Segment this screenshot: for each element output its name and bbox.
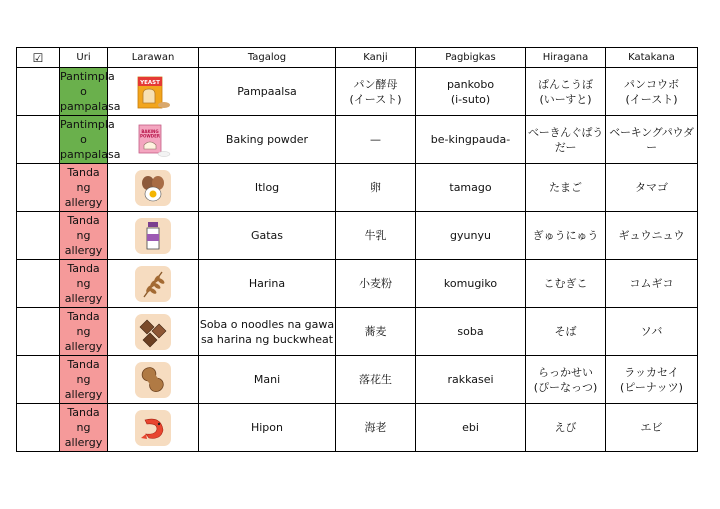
katakana-cell: コムギコ [606, 260, 698, 308]
pagbigkas-cell: ebi [416, 404, 526, 452]
katakana-cell: ギュウニュウ [606, 212, 698, 260]
shrimp-icon [135, 410, 171, 446]
kanji-cell: 海老 [336, 404, 416, 452]
pagbigkas-cell: pankobo (i-suto) [416, 68, 526, 116]
table-row [17, 308, 698, 356]
kanji-cell: 落花生 [336, 356, 416, 404]
table-row [17, 68, 698, 116]
yeast-package-icon [135, 74, 171, 110]
katakana-cell: ソバ [606, 308, 698, 356]
header-check [17, 48, 60, 68]
tagalog-cell: Mani [199, 356, 336, 404]
baking-powder-box-icon [135, 122, 171, 158]
kanji-cell: 卵 [336, 164, 416, 212]
header-pagbigkas: Pagbigkas [416, 48, 526, 68]
hiragana-cell: えび [526, 404, 606, 452]
table-row [17, 212, 698, 260]
yeast-label: YEAST [140, 79, 160, 86]
buckwheat-seed-icon [135, 314, 171, 350]
hiragana-cell: ぎゅうにゅう [526, 212, 606, 260]
tagalog-cell: Hipon [199, 404, 336, 452]
table-row [17, 356, 698, 404]
check-cell[interactable] [17, 164, 60, 212]
check-cell[interactable] [17, 404, 60, 452]
table-row [17, 404, 698, 452]
hiragana-cell: そば [526, 308, 606, 356]
katakana-cell: タマゴ [606, 164, 698, 212]
tagalog-cell: Pampaalsa [199, 68, 336, 116]
tagalog-cell: Itlog [199, 164, 336, 212]
hiragana-cell: べーきんぐぱうだー [526, 116, 606, 164]
katakana-cell: ベーキングパウダー [606, 116, 698, 164]
table-row [17, 116, 698, 164]
kanji-cell: — [336, 116, 416, 164]
wheat-icon [135, 266, 171, 302]
katakana-cell: エビ [606, 404, 698, 452]
milk-bottle-icon [135, 218, 171, 254]
hiragana-cell: ぱんこうぼ (いーすと) [526, 68, 606, 116]
tagalog-cell: Soba o noodles na gawa sa harina ng buckwheat [199, 308, 336, 356]
tagalog-cell: Harina [199, 260, 336, 308]
image-cell [108, 212, 199, 260]
katakana-cell: ラッカセイ (ピーナッツ) [606, 356, 698, 404]
uri-cell: Tanda ng allergy [60, 212, 108, 260]
hiragana-cell: たまご [526, 164, 606, 212]
header-row [17, 48, 698, 68]
kanji-cell: 小麦粉 [336, 260, 416, 308]
pagbigkas-cell: komugiko [416, 260, 526, 308]
pagbigkas-cell: tamago [416, 164, 526, 212]
check-cell[interactable] [17, 356, 60, 404]
vocabulary-table [16, 47, 698, 452]
image-cell [108, 164, 199, 212]
check-cell[interactable] [17, 308, 60, 356]
table-row [17, 164, 698, 212]
peanut-icon [135, 362, 171, 398]
table-row [17, 260, 698, 308]
check-cell[interactable] [17, 260, 60, 308]
baking-label: BAKING POWDER [140, 128, 160, 138]
uri-cell: Tanda ng allergy [60, 260, 108, 308]
pagbigkas-cell: rakkasei [416, 356, 526, 404]
image-cell [108, 68, 199, 116]
uri-cell: Tanda ng allergy [60, 404, 108, 452]
check-cell[interactable] [17, 68, 60, 116]
hiragana-cell: こむぎこ [526, 260, 606, 308]
uri-cell: Pantimpla o pampalasa [60, 68, 108, 116]
uri-cell: Pantimpla o pampalasa [60, 116, 108, 164]
pagbigkas-cell: gyunyu [416, 212, 526, 260]
check-cell[interactable] [17, 116, 60, 164]
kanji-cell: パン酵母 (イースト) [336, 68, 416, 116]
kanji-cell: 牛乳 [336, 212, 416, 260]
uri-cell: Tanda ng allergy [60, 356, 108, 404]
image-cell [108, 260, 199, 308]
egg-icon [135, 170, 171, 206]
header-hiragana: Hiragana [526, 48, 606, 68]
header-kanji: Kanji [336, 48, 416, 68]
header-uri: Uri [60, 48, 108, 68]
hiragana-cell: らっかせい (ぴーなっつ) [526, 356, 606, 404]
uri-cell: Tanda ng allergy [60, 308, 108, 356]
image-cell [108, 308, 199, 356]
image-cell [108, 356, 199, 404]
image-cell [108, 116, 199, 164]
header-katakana: Katakana [606, 48, 698, 68]
tagalog-cell: Baking powder [199, 116, 336, 164]
uri-cell: Tanda ng allergy [60, 164, 108, 212]
checkbox-icon: ☑ [32, 50, 44, 65]
check-cell[interactable] [17, 212, 60, 260]
pagbigkas-cell: be-kingpauda- [416, 116, 526, 164]
pagbigkas-cell: soba [416, 308, 526, 356]
header-tagalog: Tagalog [199, 48, 336, 68]
kanji-cell: 蕎麦 [336, 308, 416, 356]
katakana-cell: パンコウボ (イースト) [606, 68, 698, 116]
header-larawan: Larawan [108, 48, 199, 68]
image-cell [108, 404, 199, 452]
tagalog-cell: Gatas [199, 212, 336, 260]
